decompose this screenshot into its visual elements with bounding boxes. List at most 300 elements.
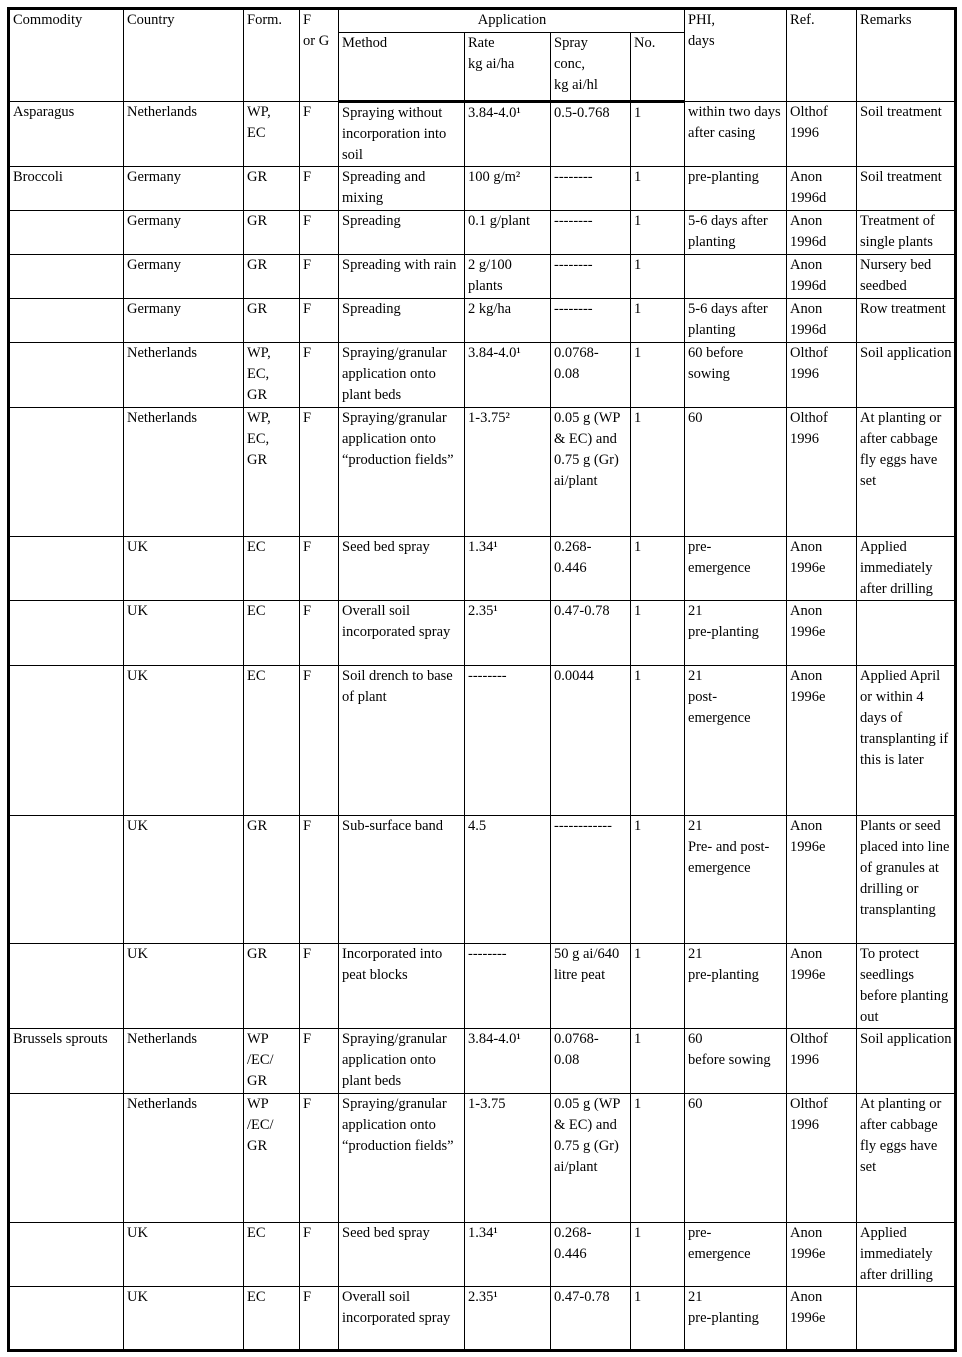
- cell-commodity: [9, 816, 124, 944]
- cell-f-or-g-text: F: [303, 1225, 312, 1241]
- cell-form-text: GR: [247, 169, 268, 185]
- cell-country-text: Netherlands: [127, 1031, 198, 1047]
- cell-country: [124, 211, 244, 255]
- cell-remarks: [857, 343, 956, 408]
- cell-ref-text: Anon 1996e: [790, 603, 826, 640]
- cell-ref-text: Anon 1996d: [790, 213, 827, 250]
- cell-rate: [465, 408, 551, 537]
- cell-commodity: [9, 1223, 124, 1287]
- cell-spray-conc: [551, 408, 631, 537]
- cell-rate-text: 1.34¹: [468, 1225, 498, 1241]
- cell-phi: [685, 537, 787, 601]
- cell-phi: [685, 299, 787, 343]
- cell-rate-text: 4.5: [468, 818, 487, 834]
- cell-commodity: [9, 1287, 124, 1351]
- cell-phi: [685, 1029, 787, 1094]
- cell-form-text: GR: [247, 213, 268, 229]
- cell-f-or-g-text: F: [303, 946, 312, 962]
- cell-form: [244, 537, 300, 601]
- cell-method-text: Spreading and mixing: [342, 169, 426, 206]
- cell-country-text: UK: [127, 1225, 148, 1241]
- cell-no-text: 1: [634, 410, 642, 426]
- cell-no: [631, 167, 685, 211]
- cell-form: [244, 944, 300, 1029]
- table-row: [9, 1223, 956, 1287]
- cell-form-text: EC: [247, 1225, 266, 1241]
- cell-remarks-text: Soil application: [860, 345, 952, 361]
- cell-remarks-text: To protect seedlings before planting out: [860, 946, 949, 1025]
- cell-f-or-g: [300, 666, 339, 816]
- cell-country-text: UK: [127, 668, 148, 684]
- cell-ref: [787, 601, 857, 666]
- cell-rate: [465, 211, 551, 255]
- cell-remarks: [857, 666, 956, 816]
- cell-method: [339, 299, 465, 343]
- cell-spray-conc: [551, 1223, 631, 1287]
- cell-rate: [465, 1094, 551, 1223]
- cell-phi-text: 5-6 days after planting: [688, 301, 768, 338]
- cell-form: [244, 211, 300, 255]
- cell-form: [244, 1287, 300, 1351]
- table-row: [9, 601, 956, 666]
- cell-country-text: UK: [127, 539, 148, 555]
- cell-method: [339, 666, 465, 816]
- cell-method-text: Spraying/granular application onto plant beds: [342, 345, 447, 403]
- cell-commodity: [9, 255, 124, 299]
- cell-form: [244, 167, 300, 211]
- cell-spray-conc-text: --------: [554, 301, 593, 317]
- cell-ref-text: Anon 1996e: [790, 946, 826, 983]
- cell-country: [124, 1029, 244, 1094]
- cell-commodity: [9, 167, 124, 211]
- cell-ref: [787, 211, 857, 255]
- cell-f-or-g: [300, 1287, 339, 1351]
- cell-phi-text: 21 Pre- and post- emergence: [688, 818, 770, 876]
- cell-ref-text: Olthof 1996: [790, 410, 828, 447]
- cell-ref-text: Anon 1996e: [790, 1289, 826, 1326]
- cell-method-text: Spreading: [342, 301, 401, 317]
- cell-no-text: 1: [634, 257, 642, 273]
- cell-country: [124, 255, 244, 299]
- cell-country: [124, 944, 244, 1029]
- cell-rate: [465, 102, 551, 167]
- cell-spray-conc-text: 0.05 g (WP & EC) and 0.75 g (Gr) ai/plant: [554, 410, 620, 489]
- cell-country-text: Germany: [127, 213, 181, 229]
- cell-no: [631, 666, 685, 816]
- cell-country: [124, 816, 244, 944]
- cell-phi-text: pre- emergence: [688, 539, 751, 576]
- cell-remarks: [857, 1223, 956, 1287]
- cell-method-text: Spraying/granular application onto “production fields”: [342, 1096, 454, 1154]
- cell-country-text: UK: [127, 818, 148, 834]
- cell-rate: [465, 255, 551, 299]
- cell-spray-conc-text: 0.0768- 0.08: [554, 345, 599, 382]
- header-row-top: [9, 9, 956, 33]
- cell-form: [244, 102, 300, 167]
- cell-rate: [465, 944, 551, 1029]
- cell-rate-text: 2 kg/ha: [468, 301, 512, 317]
- cell-ref-text: Olthof 1996: [790, 1096, 828, 1133]
- cell-phi: [685, 408, 787, 537]
- cell-f-or-g-text: F: [303, 104, 312, 120]
- cell-rate: [465, 666, 551, 816]
- cell-spray-conc-text: 0.47-0.78: [554, 603, 610, 619]
- cell-no: [631, 1029, 685, 1094]
- cell-form-text: WP /EC/ GR: [247, 1031, 274, 1089]
- col-header-application: Application: [339, 9, 685, 33]
- cell-method: [339, 167, 465, 211]
- cell-remarks-text: Nursery bed seedbed: [860, 257, 932, 294]
- cell-no: [631, 537, 685, 601]
- cell-ref: [787, 1094, 857, 1223]
- cell-spray-conc: [551, 666, 631, 816]
- cell-method-text: Spraying/granular application onto “production fields”: [342, 410, 454, 468]
- cell-remarks-text: Applied immediately after drilling: [860, 1225, 933, 1283]
- cell-commodity: [9, 537, 124, 601]
- table-row: [9, 255, 956, 299]
- col-header-form: Form.: [244, 9, 300, 102]
- cell-country-text: Netherlands: [127, 410, 198, 426]
- cell-method-text: Overall soil incorporated spray: [342, 1289, 451, 1326]
- cell-ref-text: Olthof 1996: [790, 104, 828, 141]
- cell-rate-text: --------: [468, 946, 507, 962]
- table-row: [9, 816, 956, 944]
- cell-rate-text: 1-3.75²: [468, 410, 510, 426]
- cell-method-text: Overall soil incorporated spray: [342, 603, 451, 640]
- col-header-ref: Ref.: [787, 9, 857, 102]
- cell-commodity: [9, 1094, 124, 1223]
- cell-country: [124, 1287, 244, 1351]
- cell-ref-text: Anon 1996e: [790, 1225, 826, 1262]
- cell-country: [124, 343, 244, 408]
- cell-method: [339, 102, 465, 167]
- cell-form-text: GR: [247, 301, 268, 317]
- cell-spray-conc: [551, 601, 631, 666]
- cell-method-text: Seed bed spray: [342, 1225, 430, 1241]
- cell-method: [339, 343, 465, 408]
- cell-ref-text: Olthof 1996: [790, 1031, 828, 1068]
- cell-ref: [787, 666, 857, 816]
- cell-phi-text: within two days after casing: [688, 104, 781, 141]
- cell-no-text: 1: [634, 1289, 642, 1305]
- cell-no-text: 1: [634, 818, 642, 834]
- cell-spray-conc: [551, 167, 631, 211]
- cell-country-text: Germany: [127, 257, 181, 273]
- cell-f-or-g-text: F: [303, 1096, 312, 1112]
- cell-f-or-g-text: F: [303, 257, 312, 273]
- cell-form-text: WP /EC/ GR: [247, 1096, 274, 1154]
- cell-f-or-g: [300, 601, 339, 666]
- cell-no-text: 1: [634, 301, 642, 317]
- cell-rate-text: 2 g/100 plants: [468, 257, 512, 294]
- cell-ref: [787, 537, 857, 601]
- cell-form-text: EC: [247, 668, 266, 684]
- cell-commodity: [9, 102, 124, 167]
- cell-commodity: [9, 343, 124, 408]
- cell-f-or-g: [300, 102, 339, 167]
- cell-ref: [787, 408, 857, 537]
- cell-ref: [787, 343, 857, 408]
- cell-method: [339, 255, 465, 299]
- cell-rate: [465, 1287, 551, 1351]
- cell-remarks: [857, 1287, 956, 1351]
- cell-phi-text: 21 pre-planting: [688, 1289, 759, 1326]
- cell-rate: [465, 601, 551, 666]
- cell-f-or-g: [300, 255, 339, 299]
- cell-commodity: [9, 211, 124, 255]
- cell-remarks: [857, 601, 956, 666]
- cell-form-text: GR: [247, 818, 268, 834]
- cell-ref: [787, 255, 857, 299]
- cell-spray-conc: [551, 1029, 631, 1094]
- cell-f-or-g-text: F: [303, 410, 312, 426]
- cell-spray-conc: [551, 816, 631, 944]
- cell-no: [631, 601, 685, 666]
- cell-phi-text: 21 post- emergence: [688, 668, 751, 726]
- cell-f-or-g-text: F: [303, 539, 312, 555]
- cell-phi-text: pre- emergence: [688, 1225, 751, 1262]
- cell-form: [244, 1029, 300, 1094]
- cell-ref-text: Anon 1996e: [790, 539, 826, 576]
- cell-country-text: Netherlands: [127, 1096, 198, 1112]
- cell-no: [631, 816, 685, 944]
- cell-remarks: [857, 944, 956, 1029]
- cell-phi: [685, 601, 787, 666]
- table-row: [9, 1287, 956, 1351]
- cell-commodity-text: Asparagus: [13, 104, 75, 120]
- col-header-commodity: Commodity: [9, 9, 124, 102]
- cell-method: [339, 408, 465, 537]
- cell-f-or-g-text: F: [303, 603, 312, 619]
- cell-no: [631, 944, 685, 1029]
- table-row: [9, 299, 956, 343]
- cell-rate-text: 1-3.75: [468, 1096, 506, 1112]
- cell-phi-text: 21 pre-planting: [688, 603, 759, 640]
- cell-rate: [465, 816, 551, 944]
- table-row: [9, 102, 956, 167]
- cell-commodity: [9, 408, 124, 537]
- table-row: [9, 167, 956, 211]
- cell-rate-text: --------: [468, 668, 507, 684]
- cell-spray-conc-text: 0.0044: [554, 668, 594, 684]
- col-header-spray-conc: Spray conc, kg ai/hl: [551, 33, 631, 102]
- cell-spray-conc: [551, 211, 631, 255]
- table-row: [9, 211, 956, 255]
- table-row: [9, 666, 956, 816]
- cell-country-text: Germany: [127, 301, 181, 317]
- cell-remarks: [857, 1029, 956, 1094]
- cell-no: [631, 255, 685, 299]
- cell-remarks: [857, 1094, 956, 1223]
- cell-ref: [787, 816, 857, 944]
- cell-country-text: Germany: [127, 169, 181, 185]
- table-row: [9, 343, 956, 408]
- cell-spray-conc-text: --------: [554, 257, 593, 273]
- cell-remarks: [857, 816, 956, 944]
- cell-ref-text: Anon 1996d: [790, 257, 827, 294]
- cell-rate-text: 0.1 g/plant: [468, 213, 531, 229]
- col-header-remarks: Remarks: [857, 9, 956, 102]
- cell-form-text: GR: [247, 257, 268, 273]
- cell-form: [244, 299, 300, 343]
- cell-no: [631, 408, 685, 537]
- cell-phi: [685, 102, 787, 167]
- cell-no-text: 1: [634, 946, 642, 962]
- cell-remarks-text: At planting or after cabbage fly eggs have set: [860, 410, 942, 489]
- cell-rate-text: 2.35¹: [468, 603, 498, 619]
- cell-method-text: Soil drench to base of plant: [342, 668, 453, 705]
- cell-country: [124, 537, 244, 601]
- col-header-method: Method: [339, 33, 465, 102]
- cell-ref: [787, 1287, 857, 1351]
- cell-spray-conc: [551, 299, 631, 343]
- table-row: [9, 1029, 956, 1094]
- cell-f-or-g: [300, 944, 339, 1029]
- cell-spray-conc: [551, 944, 631, 1029]
- cell-phi-text: 60 before sowing: [688, 345, 744, 382]
- cell-method-text: Spreading: [342, 213, 401, 229]
- cell-rate: [465, 1223, 551, 1287]
- cell-form: [244, 255, 300, 299]
- cell-commodity-text: Broccoli: [13, 169, 63, 185]
- cell-no-text: 1: [634, 105, 642, 121]
- cell-method-text: Spraying/granular application onto plant beds: [342, 1031, 447, 1089]
- cell-remarks-text: Treatment of single plants: [860, 213, 935, 250]
- cell-spray-conc-text: ------------: [554, 818, 612, 834]
- cell-rate: [465, 299, 551, 343]
- cell-ref-text: Anon 1996e: [790, 668, 826, 705]
- cell-spray-conc: [551, 102, 631, 167]
- cell-no-text: 1: [634, 213, 642, 229]
- cell-spray-conc-text: 0.5-0.768: [554, 105, 610, 121]
- cell-method: [339, 1094, 465, 1223]
- cell-phi: [685, 255, 787, 299]
- cell-rate-text: 3.84-4.0¹: [468, 105, 521, 121]
- cell-rate-text: 3.84-4.0¹: [468, 345, 521, 361]
- cell-form: [244, 408, 300, 537]
- cell-form-text: EC: [247, 1289, 266, 1305]
- cell-ref: [787, 1029, 857, 1094]
- cell-spray-conc-text: --------: [554, 213, 593, 229]
- cell-country-text: UK: [127, 1289, 148, 1305]
- col-header-no: No.: [631, 33, 685, 102]
- cell-rate-text: 2.35¹: [468, 1289, 498, 1305]
- cell-remarks: [857, 255, 956, 299]
- cell-remarks-text: Soil treatment: [860, 169, 942, 185]
- table-row: [9, 944, 956, 1029]
- cell-country: [124, 666, 244, 816]
- cell-rate-text: 100 g/m²: [468, 169, 521, 185]
- cell-spray-conc: [551, 1287, 631, 1351]
- cell-form: [244, 601, 300, 666]
- cell-phi: [685, 211, 787, 255]
- cell-ref: [787, 944, 857, 1029]
- cell-method: [339, 1223, 465, 1287]
- cell-f-or-g-text: F: [303, 213, 312, 229]
- cell-phi: [685, 167, 787, 211]
- cell-no-text: 1: [634, 1096, 642, 1112]
- cell-remarks: [857, 537, 956, 601]
- table-row: [9, 537, 956, 601]
- cell-method-text: Incorporated into peat blocks: [342, 946, 443, 983]
- cell-f-or-g-text: F: [303, 301, 312, 317]
- cell-form-text: WP, EC, GR: [247, 410, 271, 468]
- cell-rate-text: 1.34¹: [468, 539, 498, 555]
- cell-spray-conc: [551, 255, 631, 299]
- cell-remarks: [857, 102, 956, 167]
- cell-f-or-g: [300, 1223, 339, 1287]
- cell-method-text: Spraying without incorporation into soil: [342, 105, 447, 163]
- cell-no: [631, 102, 685, 167]
- col-header-rate: Rate kg ai/ha: [465, 33, 551, 102]
- cell-no-text: 1: [634, 1225, 642, 1241]
- cell-rate: [465, 167, 551, 211]
- cell-no-text: 1: [634, 1031, 642, 1047]
- cell-no-text: 1: [634, 668, 642, 684]
- cell-commodity-text: Brussels sprouts: [13, 1031, 108, 1047]
- table-row: [9, 408, 956, 537]
- cell-f-or-g-text: F: [303, 668, 312, 684]
- cell-spray-conc-text: 0.268- 0.446: [554, 1225, 592, 1262]
- cell-f-or-g: [300, 1094, 339, 1223]
- col-header-f-or-g: F or G: [300, 9, 339, 102]
- cell-method: [339, 816, 465, 944]
- cell-no: [631, 1223, 685, 1287]
- cell-no: [631, 1094, 685, 1223]
- cell-phi-text: 60: [688, 410, 703, 426]
- cell-remarks-text: Applied April or within 4 days of transplanting if this is later: [860, 668, 949, 768]
- cell-f-or-g-text: F: [303, 1031, 312, 1047]
- cell-phi: [685, 666, 787, 816]
- cell-spray-conc-text: --------: [554, 169, 593, 185]
- cell-phi-text: 5-6 days after planting: [688, 213, 768, 250]
- cell-form-text: GR: [247, 946, 268, 962]
- cell-no: [631, 1287, 685, 1351]
- cell-method-text: Seed bed spray: [342, 539, 430, 555]
- cell-spray-conc-text: 0.47-0.78: [554, 1289, 610, 1305]
- cell-method: [339, 1029, 465, 1094]
- cell-country: [124, 601, 244, 666]
- cell-f-or-g: [300, 343, 339, 408]
- cell-phi: [685, 1223, 787, 1287]
- cell-phi: [685, 1287, 787, 1351]
- cell-ref: [787, 102, 857, 167]
- cell-method-text: Sub-surface band: [342, 818, 444, 834]
- cell-country: [124, 1223, 244, 1287]
- cell-method: [339, 537, 465, 601]
- cell-remarks: [857, 167, 956, 211]
- cell-phi: [685, 343, 787, 408]
- cell-f-or-g-text: F: [303, 1289, 312, 1305]
- cell-f-or-g: [300, 167, 339, 211]
- cell-spray-conc: [551, 537, 631, 601]
- cell-f-or-g-text: F: [303, 169, 312, 185]
- cell-spray-conc: [551, 1094, 631, 1223]
- cell-method: [339, 211, 465, 255]
- cell-form: [244, 816, 300, 944]
- cell-phi-text: 21 pre-planting: [688, 946, 759, 983]
- cell-phi: [685, 944, 787, 1029]
- cell-country: [124, 1094, 244, 1223]
- cell-form-text: WP, EC, GR: [247, 345, 271, 403]
- cell-phi-text: 60: [688, 1096, 703, 1112]
- cell-f-or-g: [300, 537, 339, 601]
- cell-country: [124, 299, 244, 343]
- cell-spray-conc: [551, 343, 631, 408]
- cell-remarks: [857, 299, 956, 343]
- cell-method: [339, 601, 465, 666]
- cell-spray-conc-text: 50 g ai/640 litre peat: [554, 946, 620, 983]
